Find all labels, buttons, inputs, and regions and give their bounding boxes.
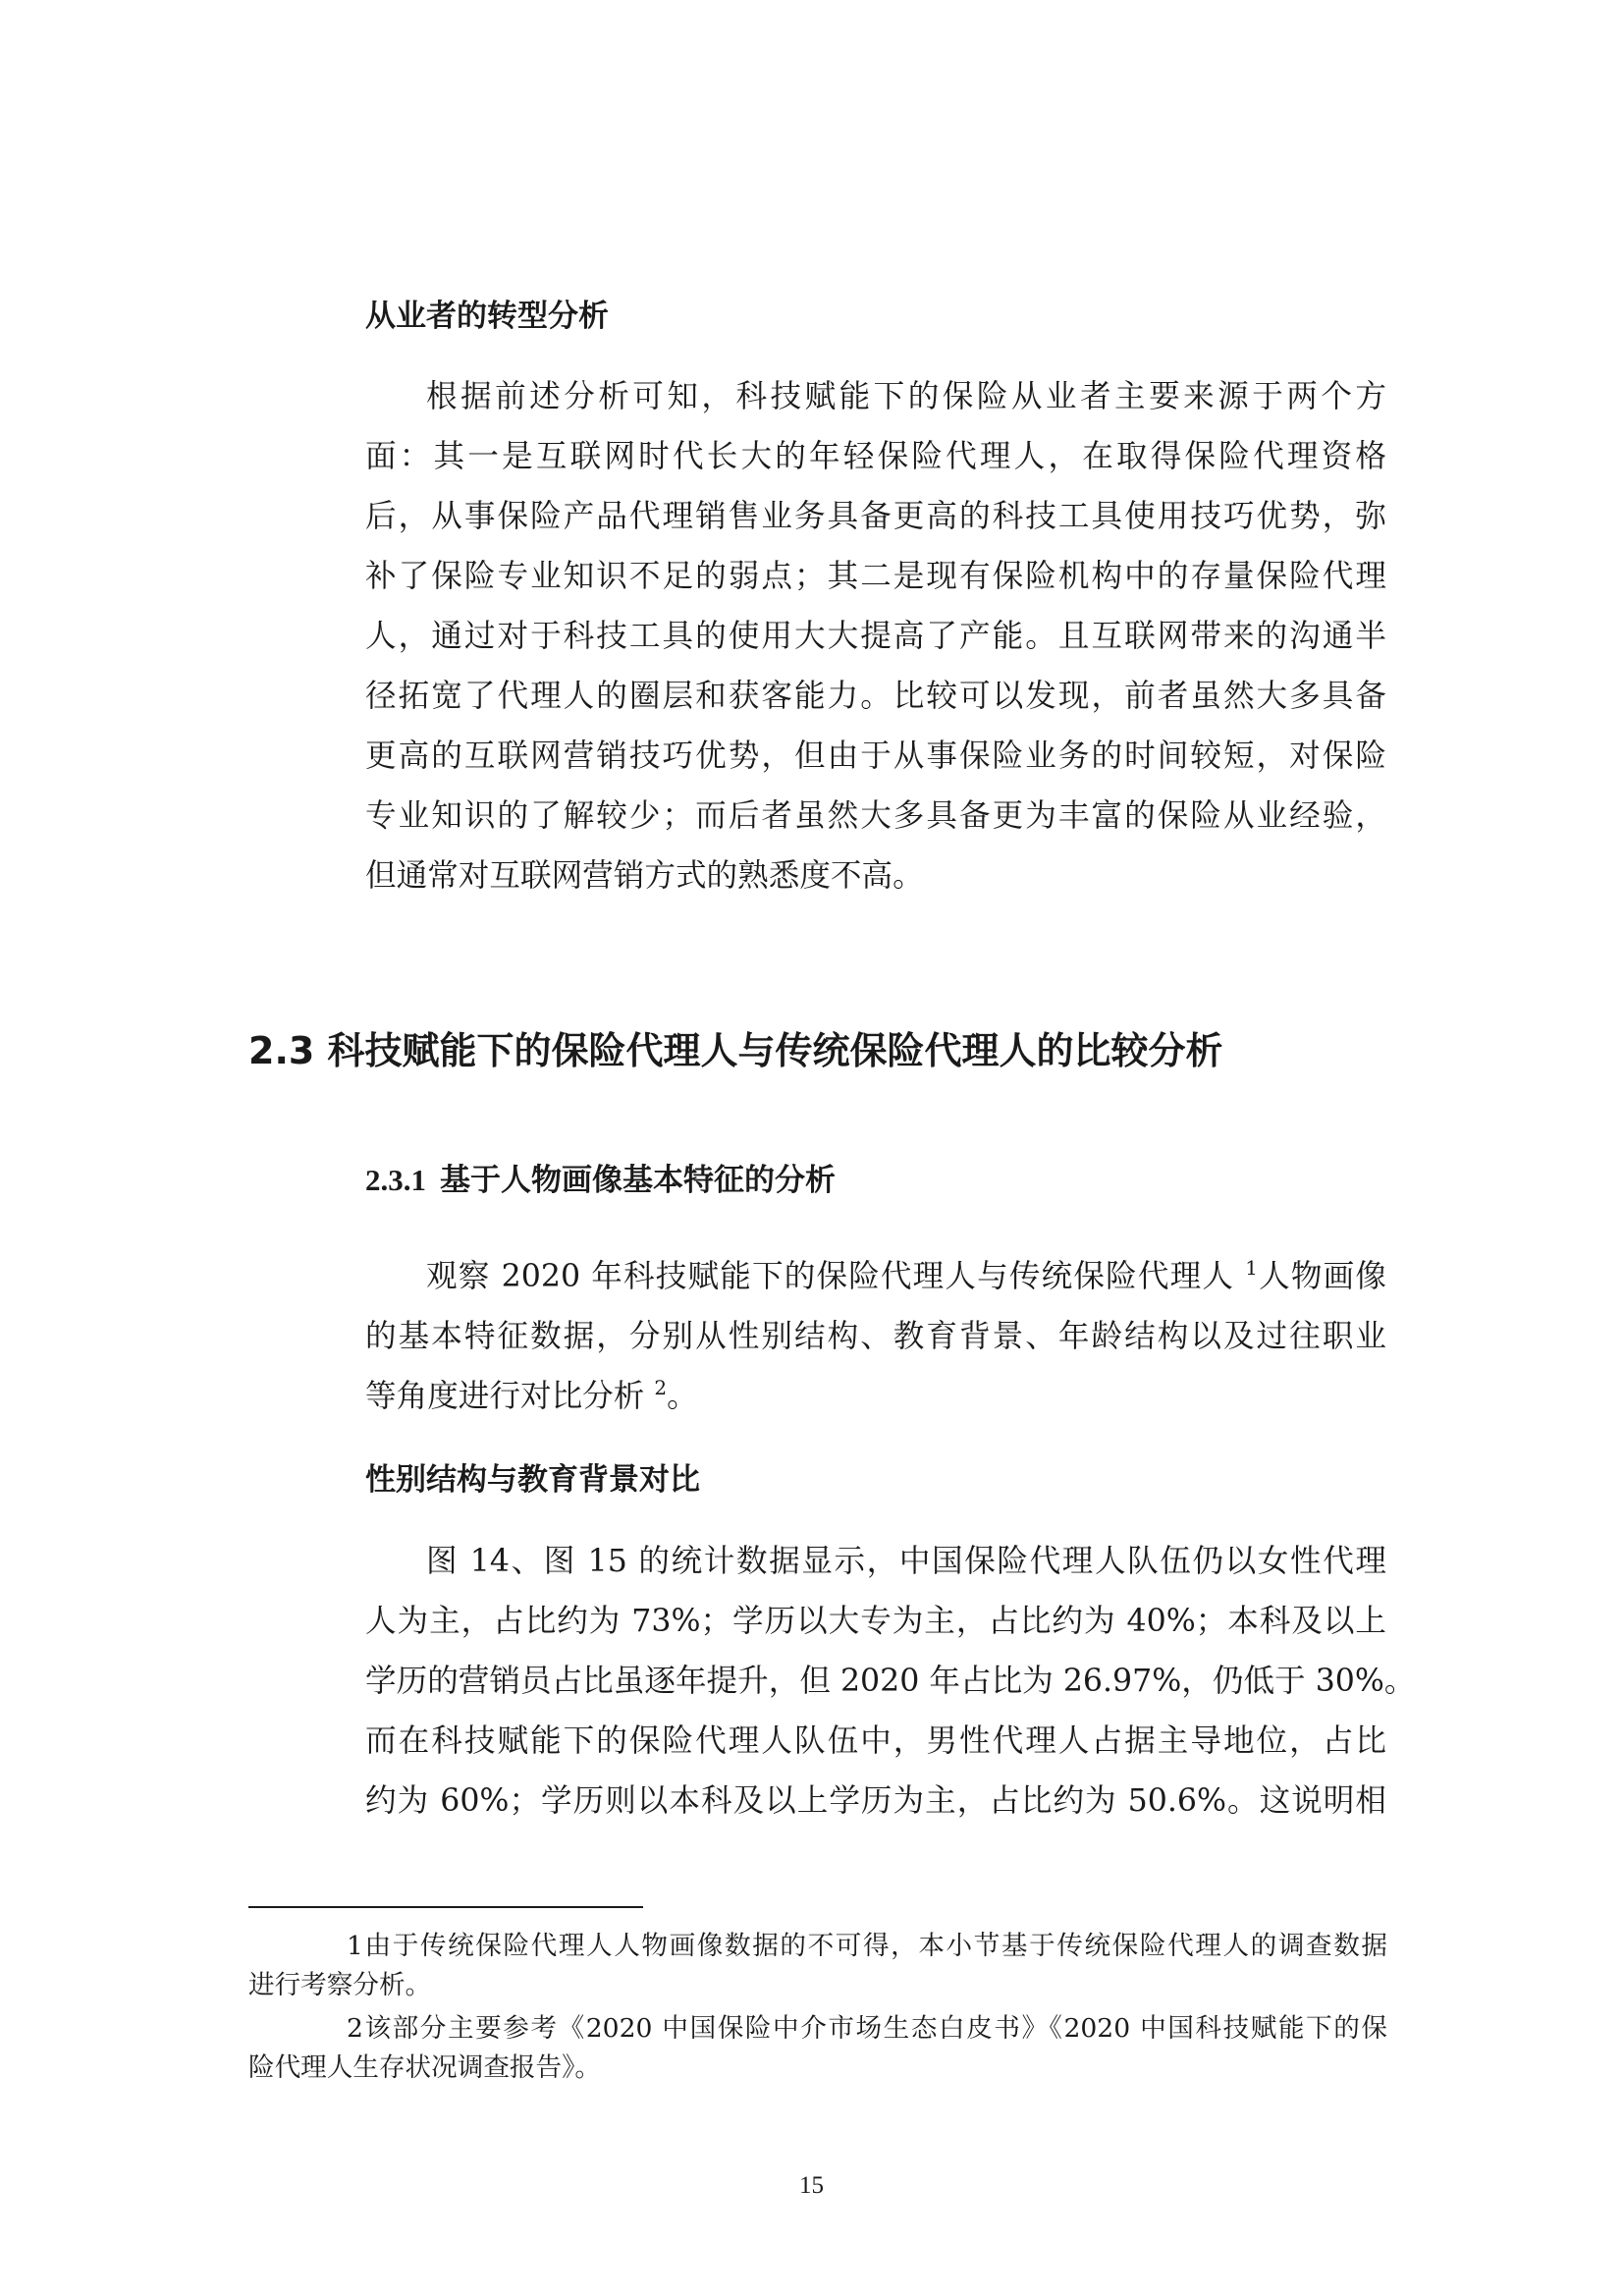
paragraph-line: 专业知识的了解较少；而后者虽然大多具备更为丰富的保险从业经验， [365,798,1386,834]
section-heading-2-3: 2.3 科技赋能下的保险代理人与传统保险代理人的比较分析 [248,1029,1223,1072]
footnote-line: 进行考察分析。 [248,1970,432,2000]
paragraph-line: 面：其一是互联网时代长大的年轻保险代理人，在取得保险代理资格 [365,439,1386,474]
footnote-line: 2该部分主要参考《2020 中国保险中介市场生态白皮书》《2020 中国科技赋能下的保 [347,2013,1387,2044]
footnote-line: 1由于传统保险代理人人物画像数据的不可得，本小节基于传统保险代理人的调查数据 [347,1931,1387,1961]
footnote-ref-2[interactable]: 2 [654,1376,668,1399]
paragraph-line: 约为 60%；学历则以本科及以上学历为主，占比约为 50.6%。这说明相 [365,1783,1386,1819]
footnote-line: 险代理人生存状况调查报告》。 [248,2052,602,2083]
paragraph-line: 更高的互联网营销技巧优势，但由于从事保险业务的时间较短，对保险 [365,738,1386,774]
paragraph-line: 补了保险专业知识不足的弱点；其二是现有保险机构中的存量保险代理 [365,559,1386,594]
paragraph-line: 图 14、图 15 的统计数据显示，中国保险代理人队伍仍以女性代理 [426,1544,1386,1579]
subsection-heading-2-3-1 [365,1161,836,1200]
footnote-separator [248,1906,643,1908]
page-number: 15 [799,2172,824,2199]
paragraph-line [365,1367,1386,1427]
text-run: 人物画像 [1258,1259,1386,1294]
paragraph-line: 根据前述分析可知，科技赋能下的保险从业者主要来源于两个方 [426,379,1386,414]
paragraph-line: 人为主，占比约为 73%；学历以大专为主，占比约为 40%；本科及以上 [365,1604,1386,1639]
paragraph-portrait-intro [365,1247,1386,1427]
paragraph-line: 径拓宽了代理人的圈层和获客能力。比较可以发现，前者虽然大多具备 [365,679,1386,714]
paragraph-line: 人，通过对于科技工具的使用大大提高了产能。且互联网带来的沟通半 [365,619,1386,654]
subsection-number: 2.3.1 [365,1163,426,1197]
paragraph-practitioner-transition [365,367,1386,906]
footnote-2 [248,2009,1387,2088]
subsection-title: 基于人物画像基本特征的分析 [440,1163,836,1198]
paragraph-line [365,1247,1386,1307]
paragraph-line: 学历的营销员占比虽逐年提升，但 2020 年占比为 26.97%，仍低于 30%。 [365,1664,1416,1699]
paragraph-line: 的基本特征数据，分别从性别结构、教育背景、年龄结构以及过往职业 [365,1319,1386,1354]
text-run: 。 [667,1379,698,1414]
subsection-heading-practitioner-transition: 从业者的转型分析 [365,299,609,334]
paragraph-gender-education [365,1532,1416,1831]
text-run: 等角度进行对比分析 [365,1379,655,1414]
paragraph-line: 而在科技赋能下的保险代理人队伍中，男性代理人占据主导地位，占比 [365,1723,1386,1759]
paragraph-line: 后，从事保险产品代理销售业务具备更高的科技工具使用技巧优势，弥 [365,499,1386,534]
footnote-1 [248,1927,1387,2005]
footnote-ref-1[interactable]: 1 [1245,1256,1259,1280]
subsection-heading-gender-education: 性别结构与教育背景对比 [365,1462,700,1498]
paragraph-line: 但通常对互联网营销方式的熟悉度不高。 [365,858,924,894]
text-run: 观察 2020 年科技赋能下的保险代理人与传统保险代理人 [426,1259,1246,1294]
